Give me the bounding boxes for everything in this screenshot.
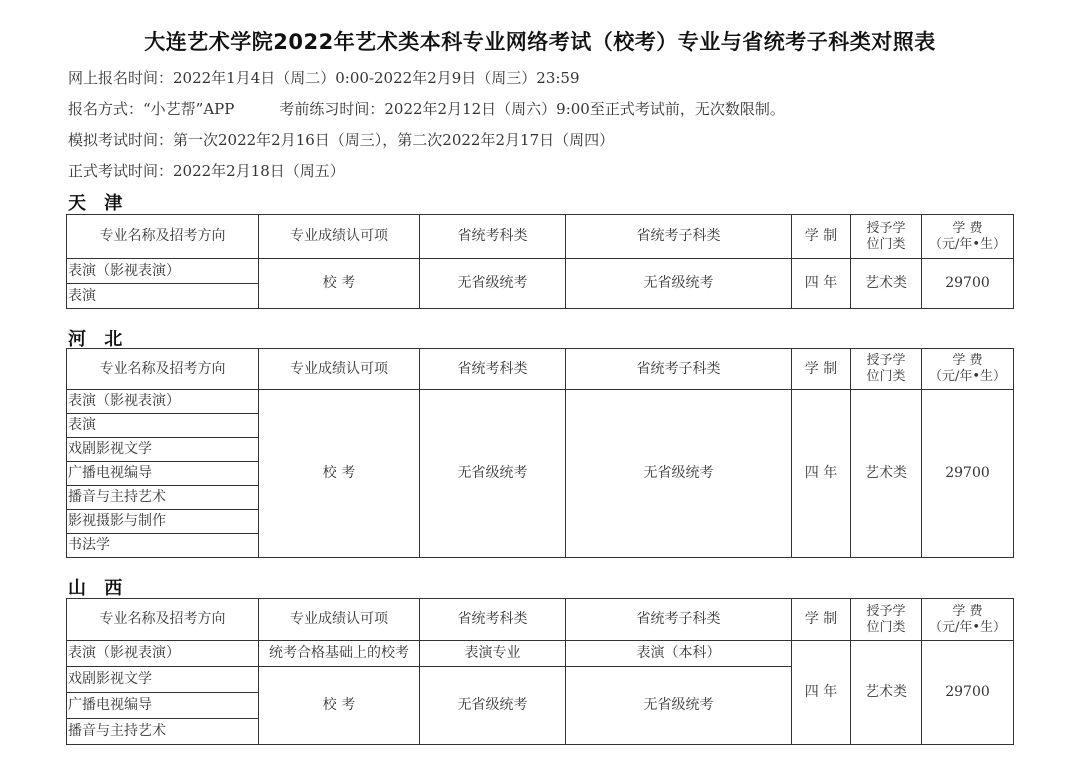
header-recognized: 专业成绩认可项: [259, 215, 420, 259]
major-cell: 表演（影视表演）: [67, 259, 259, 284]
province-heading-shanxi: 山 西: [68, 578, 129, 599]
category-cell: 表演专业: [420, 641, 566, 667]
header-major: 专业名称及招考方向: [67, 599, 259, 641]
header-recognized: 专业成绩认可项: [259, 599, 420, 641]
table-header-row: [67, 599, 1014, 641]
degree-cell: 艺术类: [851, 390, 922, 558]
fee-cell: 29700: [922, 259, 1014, 309]
mock-exam-time: 模拟考试时间：第一次2022年2月16日（周三），第二次2022年2月17日（周四）: [68, 131, 615, 149]
header-fee: [922, 599, 1014, 641]
header-recognized: 专业成绩认可项: [259, 349, 420, 390]
fee-cell: 29700: [922, 390, 1014, 558]
header-subcategory: 省统考子科类: [566, 599, 792, 641]
header-degree-line2: 位门类: [866, 369, 906, 384]
recognized-cell: 校 考: [259, 390, 420, 558]
major-cell: 表演: [67, 414, 259, 438]
subcategory-cell: 无省级统考: [566, 390, 792, 558]
degree-cell: 艺术类: [851, 641, 922, 745]
document-title: 大连艺术学院2022年艺术类本科专业网络考试（校考）专业与省统考子科类对照表: [144, 30, 936, 54]
header-major: 专业名称及招考方向: [67, 215, 259, 259]
header-fee-line1: 学 费: [952, 353, 983, 368]
header-category: 省统考科类: [420, 599, 566, 641]
header-degree-line2: 位门类: [866, 236, 906, 252]
header-degree: [851, 599, 922, 641]
subcategory-cell: 无省级统考: [566, 259, 792, 309]
major-cell: 表演（影视表演）: [67, 390, 259, 414]
table-row: [67, 390, 1014, 414]
header-fee: [922, 215, 1014, 259]
formal-exam-time: 正式考试时间：2022年2月18日（周五）: [68, 162, 345, 180]
recognized-cell: 校 考: [259, 667, 420, 745]
category-cell: 无省级统考: [420, 390, 566, 558]
category-cell: 无省级统考: [420, 259, 566, 309]
major-cell: 广播电视编导: [67, 462, 259, 486]
header-category: 省统考科类: [420, 349, 566, 390]
duration-cell: 四 年: [792, 390, 851, 558]
subcategory-cell: 表演（本科）: [566, 641, 792, 667]
header-fee-line1: 学 费: [952, 603, 983, 619]
header-degree: [851, 349, 922, 390]
table-tianjin: [66, 214, 1014, 309]
table-hebei: [66, 348, 1014, 558]
header-fee-line1: 学 费: [952, 220, 983, 236]
table-header-row: [67, 349, 1014, 390]
major-cell: 戏剧影视文学: [67, 667, 259, 693]
header-fee-line2: （元/年•生）: [928, 236, 1007, 252]
header-duration: 学 制: [792, 599, 851, 641]
header-degree-line1: 授予学: [866, 220, 906, 236]
header-fee: [922, 349, 1014, 390]
major-cell: 播音与主持艺术: [67, 719, 259, 745]
major-cell: 广播电视编导: [67, 693, 259, 719]
subcategory-cell: 无省级统考: [566, 667, 792, 745]
table-row: [67, 259, 1014, 284]
table-shanxi: [66, 598, 1014, 745]
major-cell: 表演（影视表演）: [67, 641, 259, 667]
header-degree: [851, 215, 922, 259]
header-major: 专业名称及招考方向: [67, 349, 259, 390]
fee-cell: 29700: [922, 641, 1014, 745]
major-cell: 戏剧影视文学: [67, 438, 259, 462]
degree-cell: 艺术类: [851, 259, 922, 309]
major-cell: 表演: [67, 284, 259, 309]
header-degree-line1: 授予学: [866, 603, 906, 619]
category-cell: 无省级统考: [420, 667, 566, 745]
header-fee-line2: （元/年•生）: [928, 369, 1007, 384]
header-subcategory: 省统考子科类: [566, 215, 792, 259]
header-degree-line1: 授予学: [866, 353, 906, 368]
header-fee-line2: （元/年•生）: [928, 619, 1007, 635]
header-subcategory: 省统考子科类: [566, 349, 792, 390]
recognized-cell: 统考合格基础上的校考: [259, 641, 420, 667]
header-duration: 学 制: [792, 349, 851, 390]
duration-cell: 四 年: [792, 259, 851, 309]
duration-cell: 四 年: [792, 641, 851, 745]
table-header-row: [67, 215, 1014, 259]
registration-time: 网上报名时间：2022年1月4日（周二）0:00-2022年2月9日（周三）23:59: [68, 69, 580, 87]
major-cell: 书法学: [67, 534, 259, 558]
province-heading-tianjin: 天 津: [68, 193, 129, 214]
recognized-cell: 校 考: [259, 259, 420, 309]
registration-method: 报名方式：“小艺帮”APP 考前练习时间：2022年2月12日（周六）9:00至正式考试前，无次数限制。: [68, 100, 785, 118]
header-category: 省统考科类: [420, 215, 566, 259]
major-cell: 播音与主持艺术: [67, 486, 259, 510]
header-duration: 学 制: [792, 215, 851, 259]
province-heading-hebei: 河 北: [68, 329, 129, 350]
header-degree-line2: 位门类: [866, 619, 906, 635]
major-cell: 影视摄影与制作: [67, 510, 259, 534]
table-row: [67, 641, 1014, 667]
